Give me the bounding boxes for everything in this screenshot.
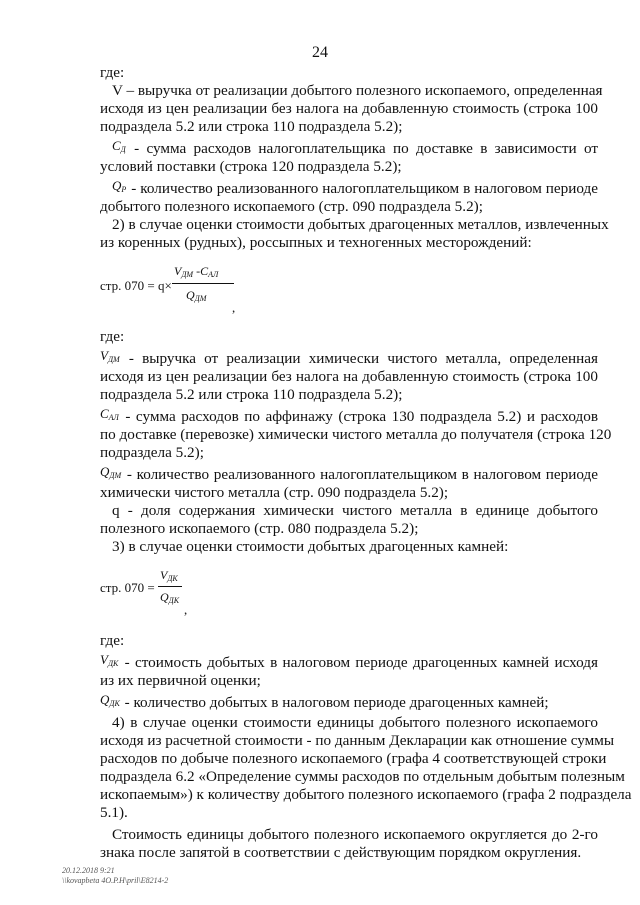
definition-line: $V_{ДМ}$ - выручка от реализации химически чистого металла, определенная [100,348,598,367]
text-line: 3) в случае оценки стоимости добытых драгоценных камней: [112,538,509,555]
symbol: $Q_{ДК}$ [100,692,120,708]
text-line: химически чистого металла (стр. 090 подраздела 5.2); [100,484,449,501]
formula-comma: , [184,602,188,617]
page-number: 24 [312,44,328,61]
symbol: $V_{ДК}$ [100,652,119,668]
text-line: из их первичной оценки; [100,672,261,689]
text-line: подраздела 5.2 или строка 110 подраздела 5.2); [100,118,403,135]
formula-numerator: $V_{ДК}$ [160,568,178,583]
text-line: добытого полезного ископаемого (стр. 090 подраздела 5.2); [100,198,483,215]
text-line: условий поставки (строка 120 подраздела 5.2); [100,158,402,175]
fraction-bar [158,586,182,587]
text-line: q - доля содержания химически чистого металла в единице добытого [112,502,598,519]
formula-lhs: стр. 070 = q× [100,278,172,293]
footer-timestamp: 20.12.2018 9:21 [62,866,115,875]
definition-line: $Q_{ДК}$ - количество добытых в налоговом периоде драгоценных камней; [100,692,549,711]
text-line: по доставке (перевозке) химически чистого металла до получателя (строка 120 [100,426,612,443]
text-line: V – выручка от реализации добытого полезного ископаемого, определенная [112,82,603,99]
fraction-bar [172,283,234,284]
text-line: знака после запятой в соответствии с действующим порядком округления. [100,844,582,861]
text-line: исходя из цен реализации без налога на добавленную стоимость (строка 100 [100,368,598,385]
text-line: ископаемым») к количеству добытого полезного ископаемого (графа 2 подраздела [100,786,632,803]
formula-comma: , [232,300,236,315]
text-line: исходя из расчетной стоимости - по данным Декларации как отношение суммы [100,732,615,749]
text-line: где: [100,328,125,345]
text-line: 4) в случае оценки стоимости единицы добытого полезного ископаемого [112,714,598,731]
text-line: подраздела 6.2 «Определение суммы расходов по отдельным добытым полезным [100,768,625,785]
formula-denominator: $Q_{ДК}$ [160,590,180,605]
text-line: полезного ископаемого (стр. 080 подраздела 5.2); [100,520,419,537]
text-line: где: [100,64,125,81]
footer-file-path: \\kovapbeta 4O.P.H\pril\E8214-2 [62,876,169,885]
text-line: Стоимость единицы добытого полезного ископаемого округляется до 2-го [112,826,598,843]
text-line: из коренных (рудных), россыпных и техногенных месторождений: [100,234,532,251]
text-line: где: [100,632,125,649]
text-line: подраздела 5.2); [100,444,204,461]
definition-line: $Q_{ДМ}$ - количество реализованного налогоплательщиком в налоговом периоде [100,464,599,483]
text-line: расходов по добыче полезного ископаемого (графа 4 соответствующей строки [100,750,607,767]
text-line: 5.1). [100,804,128,821]
formula-lhs: стр. 070 = [100,580,155,595]
symbol: $С_Д$ [112,138,126,154]
symbol: $Q_Р$ [112,178,127,194]
definition-line: $С_{АЛ}$ - сумма расходов по аффинажу (строка 130 подраздела 5.2) и расходов [100,406,599,425]
definition-line: $Q_Р$ - количество реализованного налогоплательщиком в налоговом периоде [112,178,598,197]
text-line: исходя из цен реализации без налога на добавленную стоимость (строка 100 [100,100,598,117]
symbol: $С_{АЛ}$ [100,406,119,422]
symbol: $Q_{ДМ}$ [100,464,122,480]
definition-line: $V_{ДК}$ - стоимость добытых в налоговом периоде драгоценных камней исходя [100,652,598,671]
symbol: $V_{ДМ}$ [100,348,120,364]
definition-line: $С_Д$ - сумма расходов налогоплательщика по доставке в зависимости от [112,138,599,157]
formula-denominator: $Q_{ДМ}$ [186,288,207,303]
formula-numerator: $V_{ДМ}$ $-С_{АЛ}$ [174,264,219,279]
text-line: подраздела 5.2 или строка 110 подраздела 5.2); [100,386,403,403]
text-line: 2) в случае оценки стоимости добытых драгоценных металлов, извлеченных [112,216,609,233]
